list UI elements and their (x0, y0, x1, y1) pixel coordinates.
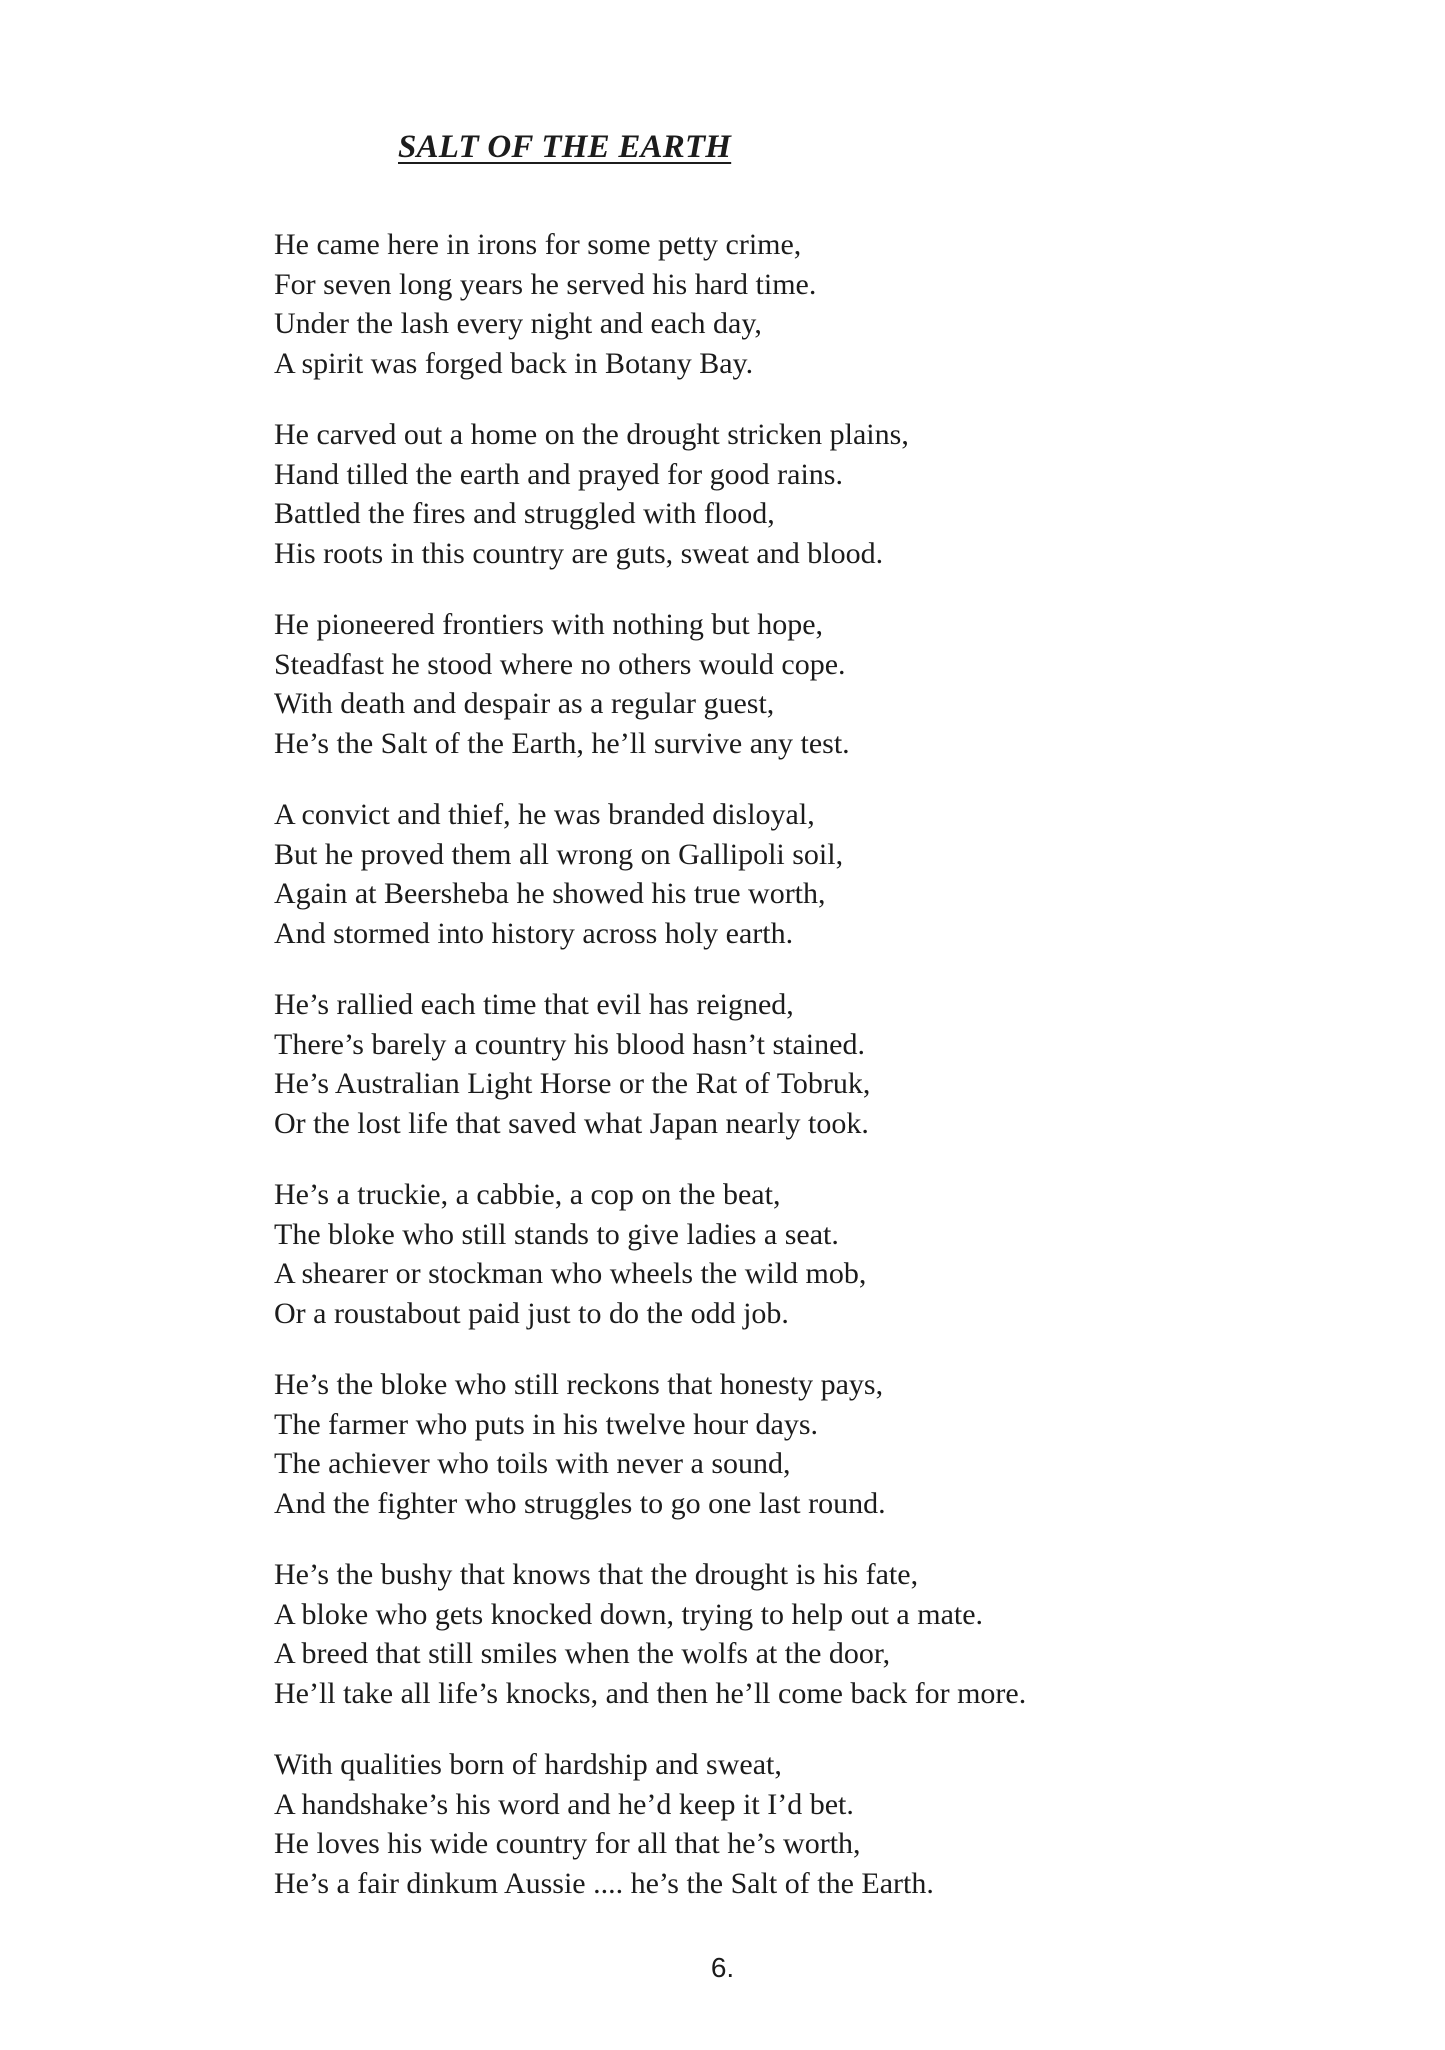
poem-line: With qualities born of hardship and sweat, (274, 1748, 782, 1781)
poem-line: He’s the Salt of the Earth, he’ll survive any test. (274, 726, 850, 760)
poem-line: The achiever who toils with never a sound, (274, 1447, 791, 1480)
poem-line: He’s a fair dinkum Aussie .... he’s the Salt of the Earth. (274, 1866, 934, 1900)
poem-line: And stormed into history across holy earth. (274, 916, 794, 950)
poem-line: The farmer who puts in his twelve hour days. (274, 1407, 819, 1441)
poem-line: He pioneered frontiers with nothing but hope, (274, 608, 824, 641)
poem-body (274, 225, 1374, 1935)
poem-line: Or a roustabout paid just to do the odd job. (274, 1296, 789, 1330)
poem-line: A handshake’s his word and he’d keep it I’d bet. (274, 1787, 854, 1821)
poem-line: A bloke who gets knocked down, trying to help out a mate. (274, 1597, 984, 1631)
stanza-5 (274, 985, 1374, 1143)
poem-line: A convict and thief, he was branded disloyal, (274, 798, 815, 831)
poem-line: Or the lost life that saved what Japan nearly took. (274, 1106, 869, 1140)
poem-line: And the fighter who struggles to go one last round. (274, 1486, 886, 1520)
stanza-9 (274, 1745, 1374, 1903)
poem-line: His roots in this country are guts, sweat and blood. (274, 536, 884, 570)
poem-line: He’s the bushy that knows that the drought is his fate, (274, 1558, 919, 1591)
poem-line: He’s Australian Light Horse or the Rat of Tobruk, (274, 1067, 871, 1100)
stanza-2 (274, 415, 1374, 573)
poem-line: But he proved them all wrong on Gallipoli soil, (274, 837, 844, 871)
page-number: 6. (710, 1952, 735, 1983)
poem-title: SALT OF THE EARTH (398, 129, 732, 165)
poem-line: He loves his wide country for all that he’s worth, (274, 1827, 861, 1860)
poem-line: He’ll take all life’s knocks, and then he’ll come back for more. (274, 1676, 1027, 1710)
poem-line: A breed that still smiles when the wolfs at the door, (274, 1637, 891, 1670)
poem-line: A shearer or stockman who wheels the wild mob, (274, 1257, 867, 1290)
poem-line: He’s the bloke who still reckons that honesty pays, (274, 1368, 884, 1401)
poem-line: He carved out a home on the drought stricken plains, (274, 418, 909, 451)
poem-line: The bloke who still stands to give ladies a seat. (274, 1217, 839, 1251)
stanza-7 (274, 1365, 1374, 1523)
poem-line: Again at Beersheba he showed his true worth, (274, 877, 826, 910)
poem-line: There’s barely a country his blood hasn’t stained. (274, 1027, 865, 1061)
stanza-4 (274, 795, 1374, 953)
poem-line: With death and despair as a regular guest, (274, 687, 775, 720)
poem-line: A spirit was forged back in Botany Bay. (274, 346, 754, 380)
poem-line: He’s a truckie, a cabbie, a cop on the beat, (274, 1178, 781, 1211)
poem-line: He came here in irons for some petty crime, (274, 228, 802, 261)
poem-line: Battled the fires and struggled with flood, (274, 497, 775, 530)
poem-line: For seven long years he served his hard time. (274, 267, 817, 301)
poem-line: Hand tilled the earth and prayed for good rains. (274, 457, 843, 491)
poem-line: Under the lash every night and each day, (274, 307, 762, 340)
stanza-6 (274, 1175, 1374, 1333)
poem-line: He’s rallied each time that evil has reigned, (274, 988, 794, 1021)
poem-line: Steadfast he stood where no others would cope. (274, 647, 846, 681)
stanza-3 (274, 605, 1374, 763)
stanza-1 (274, 225, 1374, 383)
stanza-8 (274, 1555, 1374, 1713)
